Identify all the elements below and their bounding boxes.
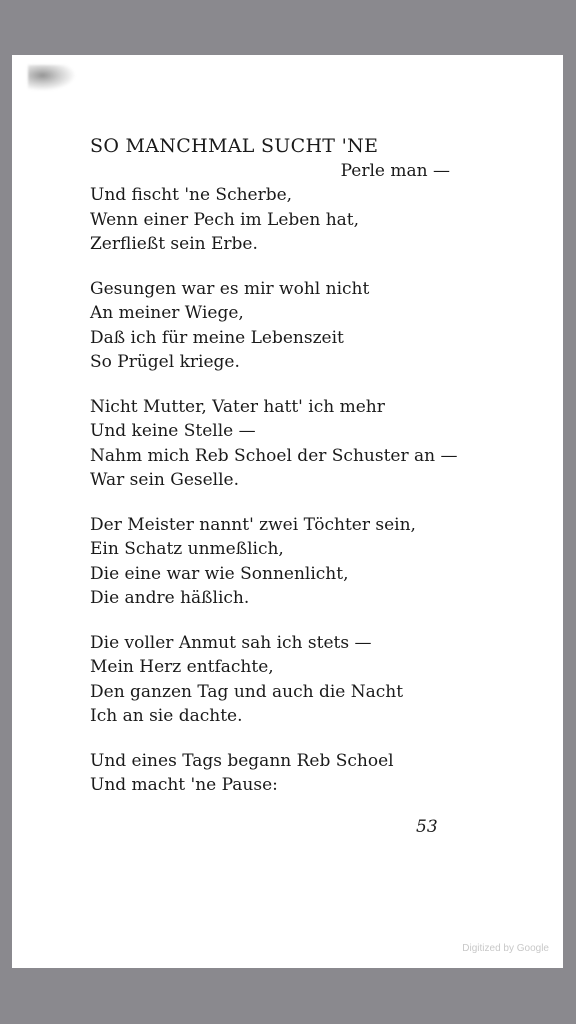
poem-line: Gesungen war es mir wohl nicht [90,278,370,299]
poem [90,133,458,818]
poem-line: Mein Herz entfachte, [90,657,274,677]
stanza-1 [90,183,450,257]
stanza-5 [90,631,450,729]
poem-line: Die voller Anmut sah ich stets — [90,632,372,653]
poem-line: Den ganzen Tag und auch die Nacht [90,681,404,702]
poem-line: Die eine war wie Sonnenlicht, [90,563,349,584]
book-page [12,55,563,968]
poem-line: Und fischt 'ne Scherbe, [90,185,293,205]
page-number: 53 [416,817,438,837]
poem-line: Und macht 'ne Pause: [90,775,278,795]
stanza-4 [90,513,450,611]
poem-line: Die andre häßlich. [90,588,250,608]
stanza-2 [90,277,450,375]
stanza-3 [90,395,458,493]
poem-line: Nahm mich Reb Schoel der Schuster an — [90,445,458,466]
poem-line: Der Meister nannt' zwei Töchter sein, [90,514,416,535]
poem-line: Nicht Mutter, Vater hatt' ich mehr [90,396,385,417]
stanza-6 [90,749,450,798]
poem-line: Und eines Tags begann Reb Schoel [90,750,394,771]
poem-line: Ein Schatz unmeßlich, [90,539,284,559]
poem-line: So Prügel kriege. [90,352,240,372]
digitized-watermark: Digitized by Google [462,943,549,954]
poem-title: SO MANCHMAL SUCHT 'NE [90,135,379,157]
poem-line: Zerfließt sein Erbe. [90,234,258,254]
poem-line: Und keine Stelle — [90,421,256,441]
poem-line: An meiner Wiege, [90,303,244,323]
poem-line: Ich an sie dachte. [90,706,243,726]
poem-title-continuation: Perle man — [340,161,450,181]
poem-line: Wenn einer Pech im Leben hat, [90,209,360,230]
poem-line: Daß ich für meine Lebenszeit [90,327,344,348]
ink-smudge [28,65,76,91]
poem-line: War sein Geselle. [90,470,239,490]
